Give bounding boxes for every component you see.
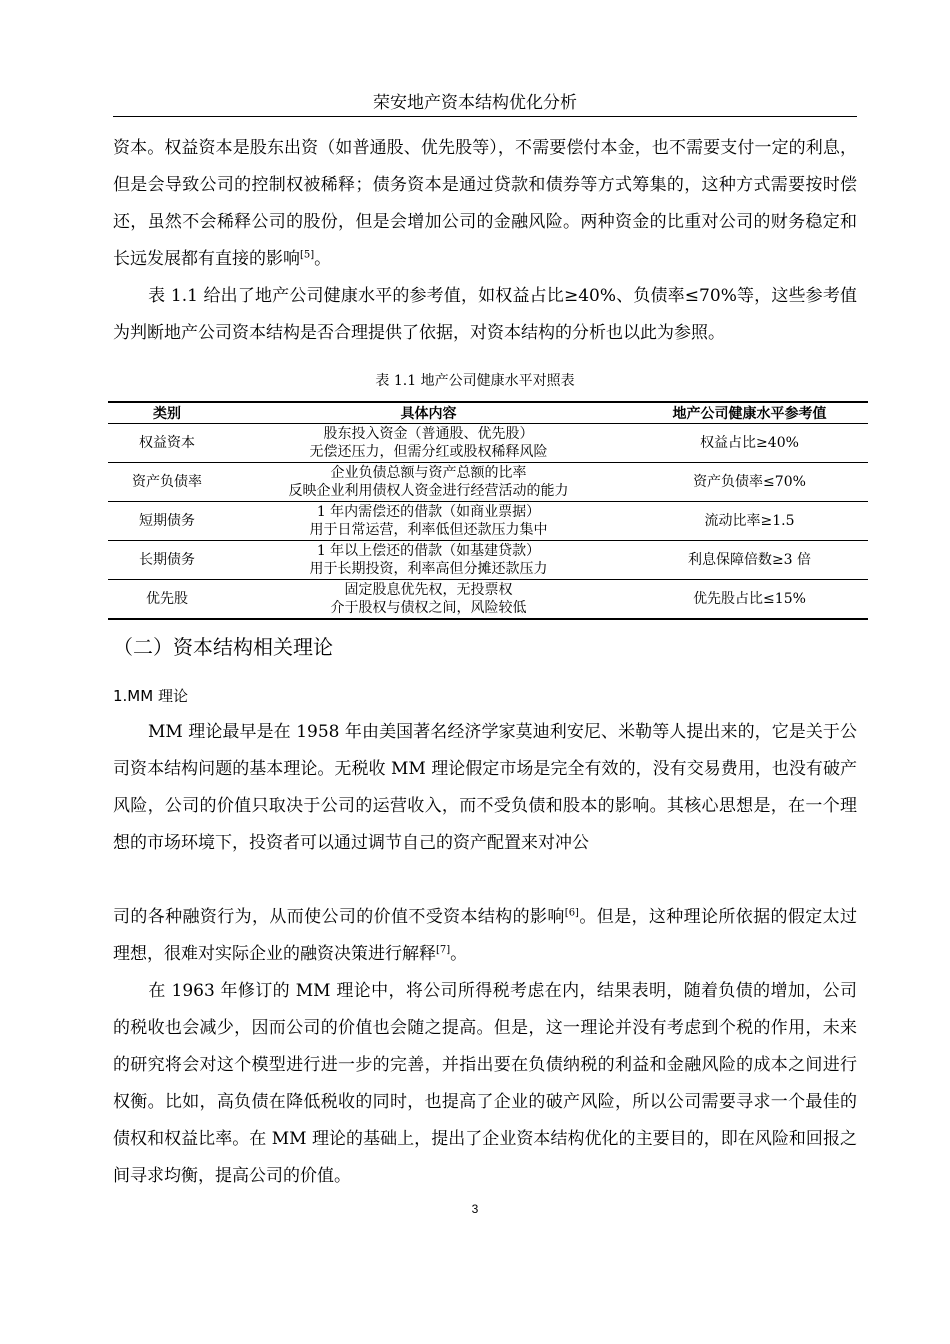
paragraph-text: MM 理论最早是在 1958 年由美国著名经济学家莫迪利安尼、米勒等人提出来的，它是关于公司资本结构问题的基本理论。无税收 MM 理论假定市场是完全有效的，没有交易费用，也没有破产风险，公司的价值只取决于公司的运营收入，而不受负债和股本的影响。其核心思想是，在一个理想的市场环境下，投资者可以通过调节自己的资产配置来对冲公 xyxy=(113,722,857,853)
column-header: 类别 xyxy=(108,402,226,424)
content-cell xyxy=(226,541,631,580)
content-line: 用于日常运营，利率低但还款压力集中 xyxy=(309,522,548,538)
table-row xyxy=(108,463,868,502)
citation-ref: [7] xyxy=(436,944,451,956)
table-header-row xyxy=(108,402,868,424)
category-cell: 长期债务 xyxy=(108,541,226,580)
content-cell xyxy=(226,580,631,620)
paragraph-mm-continued xyxy=(113,899,857,973)
content-cell xyxy=(226,463,631,502)
paragraph-text: 资本。权益资本是股东出资（如普通股、优先股等），不需要偿付本金，也不需要支付一定的利息，但是会导致公司的控制权被稀释；债务资本是通过贷款和债券等方式筹集的，这种方式需要按时偿还，虽然不会稀释公司的股份，但是会增加公司的金融风险。两种资金的比重对公司的财务稳定和长远发展都有直接的影响 xyxy=(113,138,857,269)
reference-table xyxy=(108,401,868,620)
content-line: 1 年内需偿还的借款（如商业票据） xyxy=(316,504,541,520)
table-row xyxy=(108,541,868,580)
running-header: 荣安地产资本结构优化分析 xyxy=(373,93,577,113)
citation-ref: [6] xyxy=(564,907,579,919)
paragraph-end: 。 xyxy=(450,944,468,964)
content-line: 介于股权与债权之间，风险较低 xyxy=(330,600,527,616)
category-cell: 权益资本 xyxy=(108,424,226,463)
category-cell: 资产负债率 xyxy=(108,463,226,502)
paragraph-capital-types xyxy=(113,130,857,278)
paragraph-text: 司的各种融资行为，从而使公司的价值不受资本结构的影响 xyxy=(113,907,565,927)
content-line: 固定股息优先权，无投票权 xyxy=(344,582,513,598)
content-line: 用于长期投资，利率高但分摊还款压力 xyxy=(309,561,548,577)
column-header: 地产公司健康水平参考值 xyxy=(631,402,868,424)
paragraph-table-intro xyxy=(113,278,857,352)
paragraph-text: 在 1963 年修订的 MM 理论中，将公司所得税考虑在内，结果表明，随着负债的增加，公司的税收也会减少，因而公司的价值也会随之提高。但是，这一理论并没有考虑到个税的作用，未来的研究将会对这个模型进行进一步的完善，并指出要在负债纳税的利益和金融风险的成本之间进行权衡。比如，高负债在降低税收的同时，也提高了企业的破产风险，所以公司需要寻求一个最佳的债权和权益比率。在 MM 理论的基础上，提出了企业资本结构优化的主要目的，即在风险和回报之间寻求均衡，提高公司的价值。 xyxy=(113,981,857,1186)
paragraph-text: 表 1.1 给出了地产公司健康水平的参考值，如权益占比≥40%、负债率≤70%等，这些参考值为判断地产公司资本结构是否合理提供了依据，对资本结构的分析也以此为参照。 xyxy=(113,286,857,343)
reference-cell: 流动比率≥1.5 xyxy=(631,502,868,541)
paragraph-mm-1963 xyxy=(113,973,857,1195)
paragraph-text: 。但是，这种理论所依据的假定太过理想，很难对实际企业的融资决策进行解释 xyxy=(113,907,857,964)
paragraph-end: 。 xyxy=(314,249,332,269)
reference-cell: 资产负债率≤70% xyxy=(631,463,868,502)
section-heading: （二）资本结构相关理论 xyxy=(113,635,333,659)
table-caption: 表 1.1 地产公司健康水平对照表 xyxy=(375,373,575,389)
header-rule xyxy=(113,116,857,117)
content-cell xyxy=(226,424,631,463)
content-line: 反映企业利用债权人资金进行经营活动的能力 xyxy=(288,483,569,499)
reference-cell: 利息保障倍数≥3 倍 xyxy=(631,541,868,580)
table-row xyxy=(108,424,868,463)
table-row xyxy=(108,580,868,620)
paragraph-mm-theory xyxy=(113,714,857,862)
subsection-heading: 1.MM 理论 xyxy=(113,687,188,705)
category-cell: 优先股 xyxy=(108,580,226,620)
content-line: 无偿还压力，但需分红或股权稀释风险 xyxy=(309,444,548,460)
content-cell xyxy=(226,502,631,541)
citation-ref: [5] xyxy=(300,249,315,261)
content-line: 股东投入资金（普通股、优先股） xyxy=(323,426,534,442)
reference-cell: 权益占比≥40% xyxy=(631,424,868,463)
column-header: 具体内容 xyxy=(226,402,631,424)
table-row xyxy=(108,502,868,541)
page-number: 3 xyxy=(471,1202,479,1216)
category-cell: 短期债务 xyxy=(108,502,226,541)
content-line: 1 年以上偿还的借款（如基建贷款） xyxy=(316,543,541,559)
reference-cell: 优先股占比≤15% xyxy=(631,580,868,620)
content-line: 企业负债总额与资产总额的比率 xyxy=(330,465,527,481)
